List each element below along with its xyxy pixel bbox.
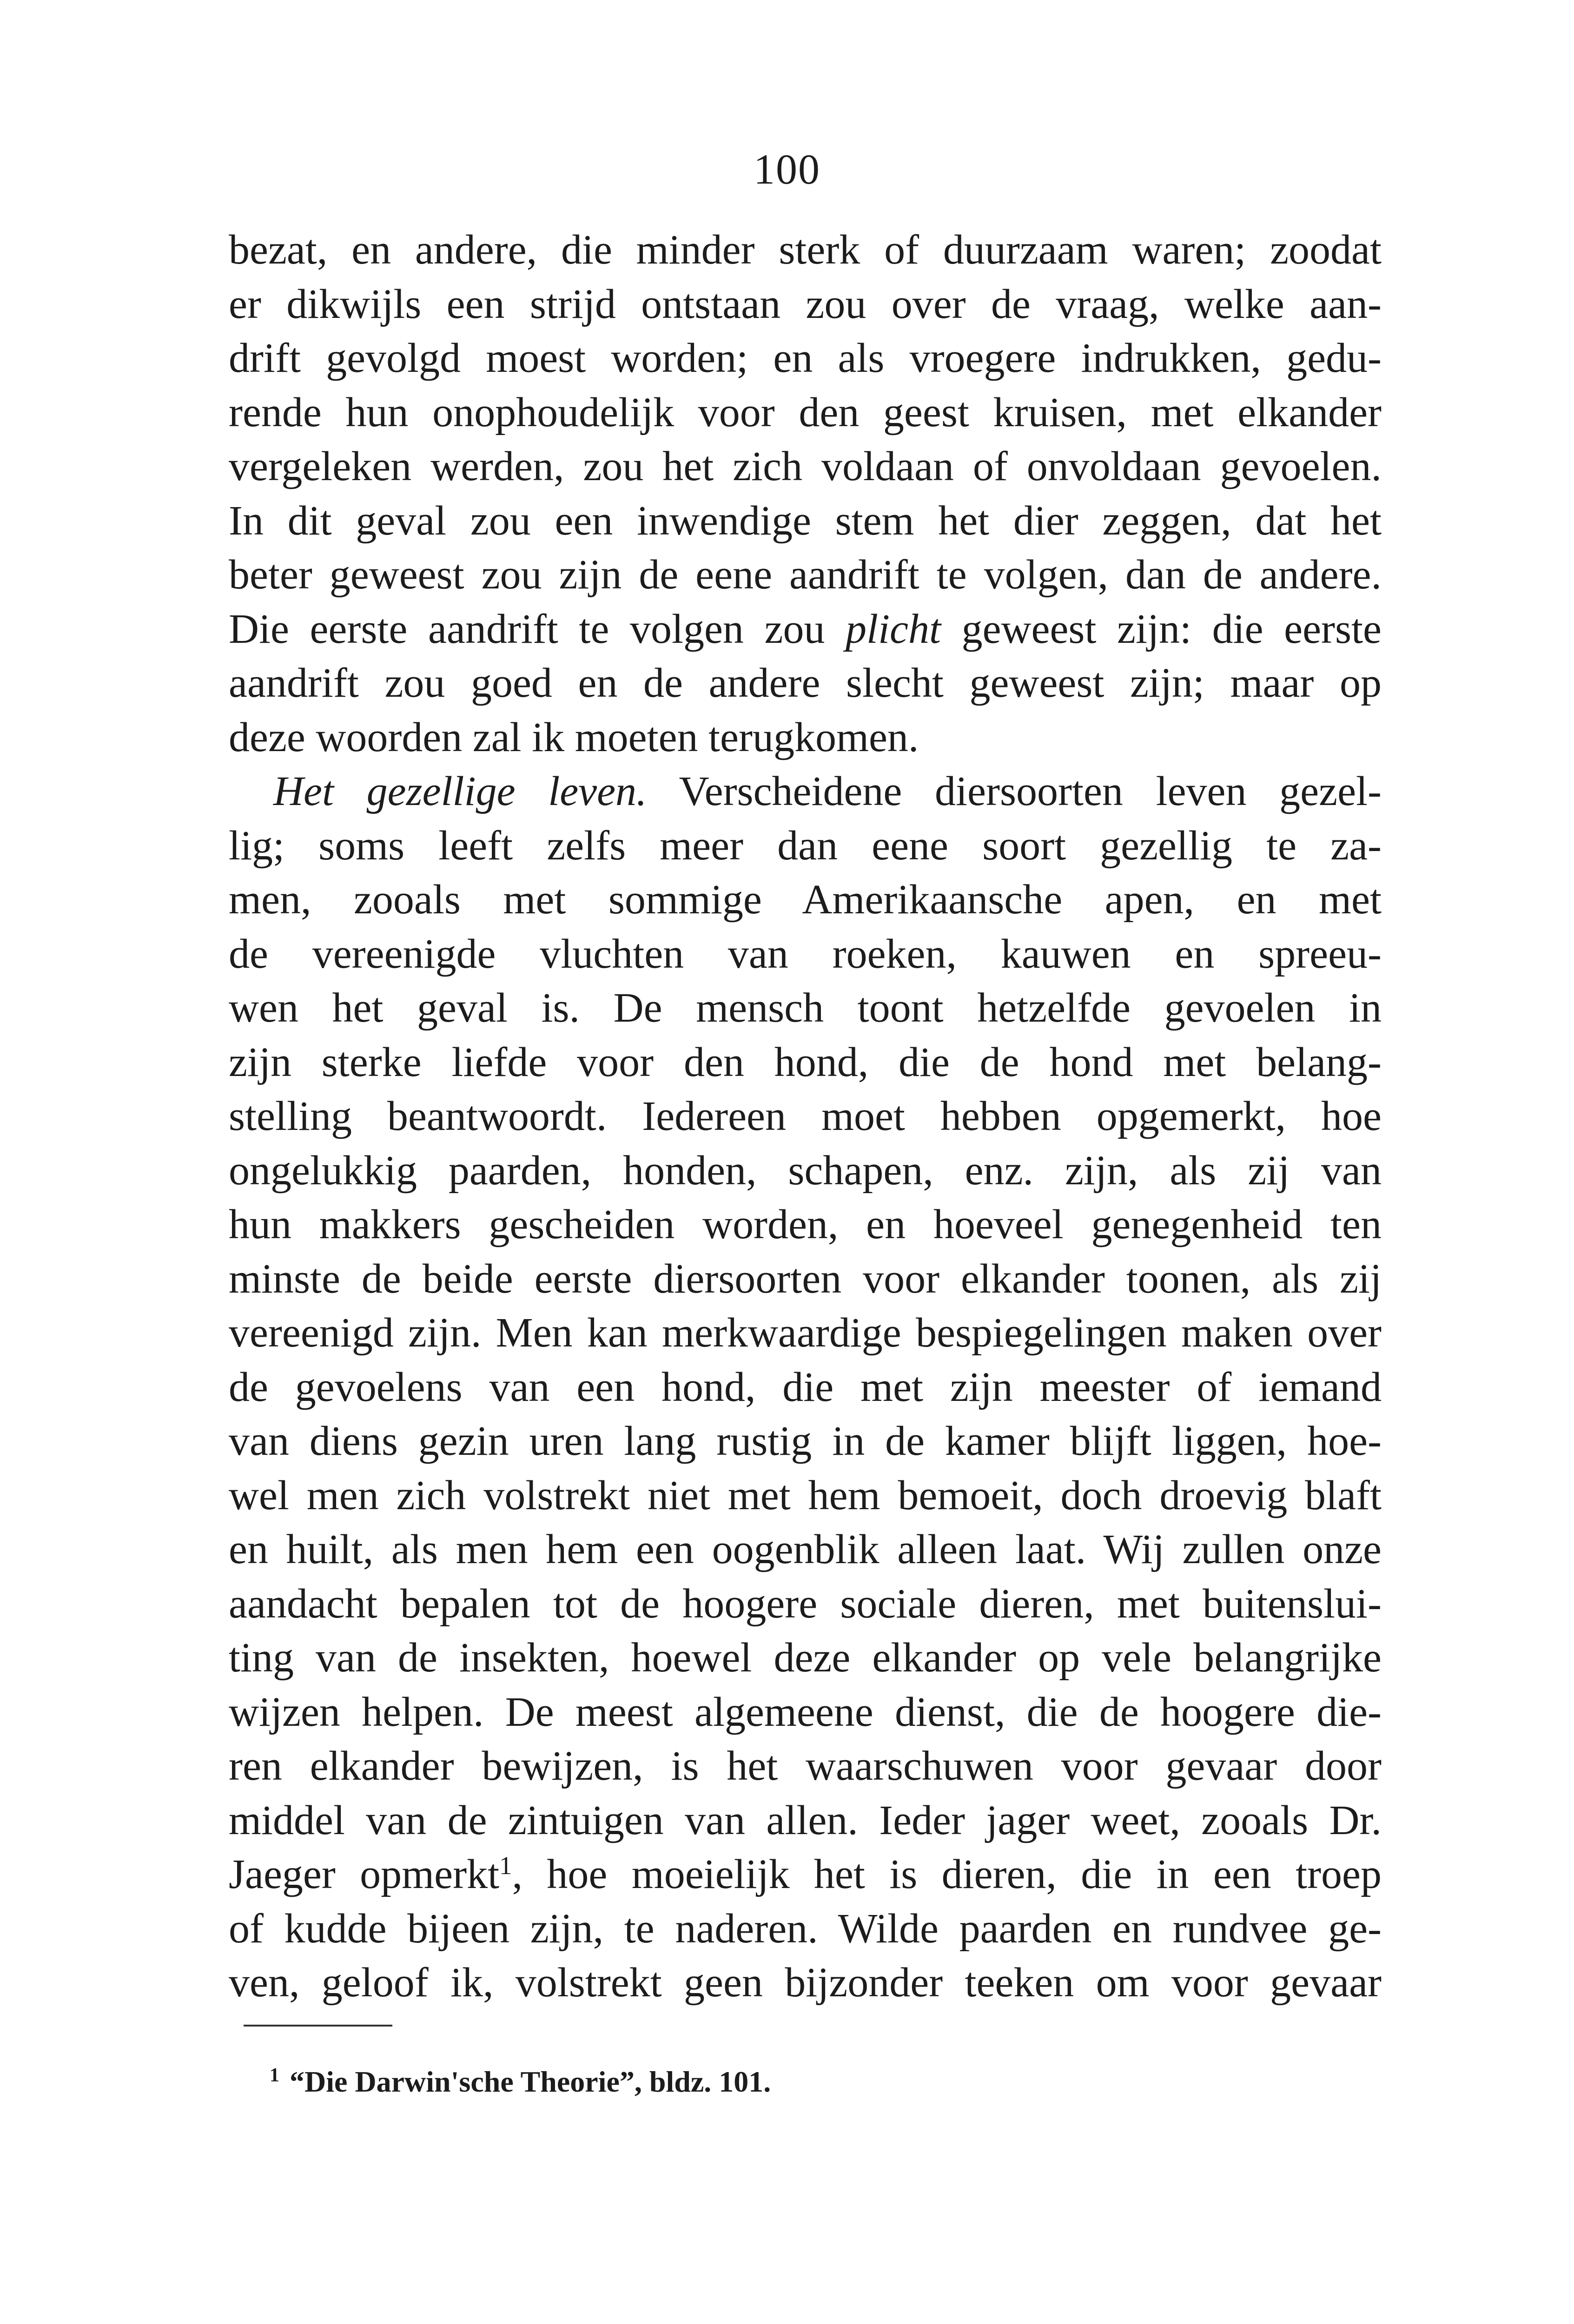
- text-run: Verscheidene diersoorten leven gezel-: [647, 768, 1382, 814]
- text-line: [229, 765, 1382, 819]
- text-line: lig; soms leeft zelfs meer dan eene soort gezellig te za-: [229, 822, 1382, 869]
- text-run: geweest zijn: die eerste: [941, 606, 1382, 652]
- text-line: ting van de insekten, hoewel deze elkander op vele belangrijke: [229, 1635, 1382, 1681]
- text-line: bezat, en andere, die minder sterk of duurzaam waren; zoodat: [229, 227, 1382, 273]
- text-line: vergeleken werden, zou het zich voldaan of onvoldaan gevoelen.: [229, 443, 1382, 489]
- text-line: middel van de zintuigen van allen. Ieder jager weet, zooals Dr.: [229, 1797, 1382, 1843]
- footnote-text: “Die Darwin'sche Theorie”, bldz. 101.: [290, 2065, 771, 2098]
- text-line: er dikwijls een strijd ontstaan zou over de vraag, welke aan-: [229, 281, 1382, 327]
- text-line: wijzen helpen. De meest algemeene dienst, die de hoogere die-: [229, 1689, 1382, 1735]
- section-heading: Het gezellige leven.: [273, 768, 647, 814]
- text-line: drift gevolgd moest worden; en als vroegere indrukken, gedu-: [229, 335, 1382, 381]
- text-line: In dit geval zou een inwendige stem het dier zeggen, dat het: [229, 497, 1382, 544]
- text-line: deze woorden zal ik moeten terugkomen.: [229, 714, 919, 760]
- text-line: minste de beide eerste diersoorten voor elkander toonen, als zij: [229, 1255, 1382, 1302]
- footnote-marker: 1: [270, 2065, 279, 2086]
- text-line: vereenigd zijn. Men kan merkwaardige bespiegelingen maken over: [229, 1310, 1382, 1356]
- text-line: de vereenigde vluchten van roeken, kauwen en spreeu-: [229, 931, 1382, 977]
- text-line: hun makkers gescheiden worden, en hoeveel genegenheid ten: [229, 1202, 1382, 1248]
- page-number: 100: [754, 145, 820, 193]
- text-run: , hoe moeielijk het is dieren, die in een troep: [512, 1851, 1382, 1897]
- text-line: en huilt, als men hem een oogenblik alleen laat. Wij zullen onze: [229, 1526, 1382, 1572]
- text-line: of kudde bijeen zijn, te naderen. Wilde paarden en rundvee ge-: [229, 1905, 1382, 1952]
- footnote-rule: [244, 2025, 392, 2027]
- text-line: aandacht bepalen tot de hoogere sociale dieren, met buitenslui-: [229, 1580, 1382, 1627]
- italic-term: plicht: [846, 606, 941, 652]
- text-line: van diens gezin uren lang rustig in de kamer blijft liggen, hoe-: [229, 1418, 1382, 1464]
- text-run: Jaeger opmerkt: [229, 1851, 500, 1897]
- text-line: rende hun onophoudelijk voor den geest kruisen, met elkander: [229, 389, 1382, 436]
- text-line: aandrift zou goed en de andere slecht geweest zijn; maar op: [229, 660, 1382, 706]
- footnote: [270, 2064, 771, 2100]
- footnote-reference: 1: [499, 1851, 512, 1880]
- text-line: ren elkander bewijzen, is het waarschuwen voor gevaar door: [229, 1743, 1382, 1789]
- text-line: zijn sterke liefde voor den hond, die de hond met belang-: [229, 1039, 1382, 1085]
- text-line: ven, geloof ik, volstrekt geen bijzonder teeken om voor gevaar: [229, 1960, 1382, 2006]
- text-line: stelling beantwoordt. Iedereen moet hebben opgemerkt, hoe: [229, 1093, 1382, 1139]
- text-line: men, zooals met sommige Amerikaansche apen, en met: [229, 877, 1382, 923]
- text-line: wen het geval is. De mensch toont hetzelfde gevoelen in: [229, 985, 1382, 1031]
- text-line: wel men zich volstrekt niet met hem bemoeit, doch droevig blaft: [229, 1472, 1382, 1519]
- text-line: beter geweest zou zijn de eene aandrift te volgen, dan de andere.: [229, 552, 1382, 598]
- text-line: [229, 1848, 1382, 1902]
- text-line: [229, 602, 1382, 657]
- text-line: de gevoelens van een hond, die met zijn meester of iemand: [229, 1364, 1382, 1410]
- text-line: ongelukkig paarden, honden, schapen, enz. zijn, als zij van: [229, 1147, 1382, 1194]
- body-text: [229, 223, 1382, 2010]
- text-run: Die eerste aandrift te volgen zou: [229, 606, 846, 652]
